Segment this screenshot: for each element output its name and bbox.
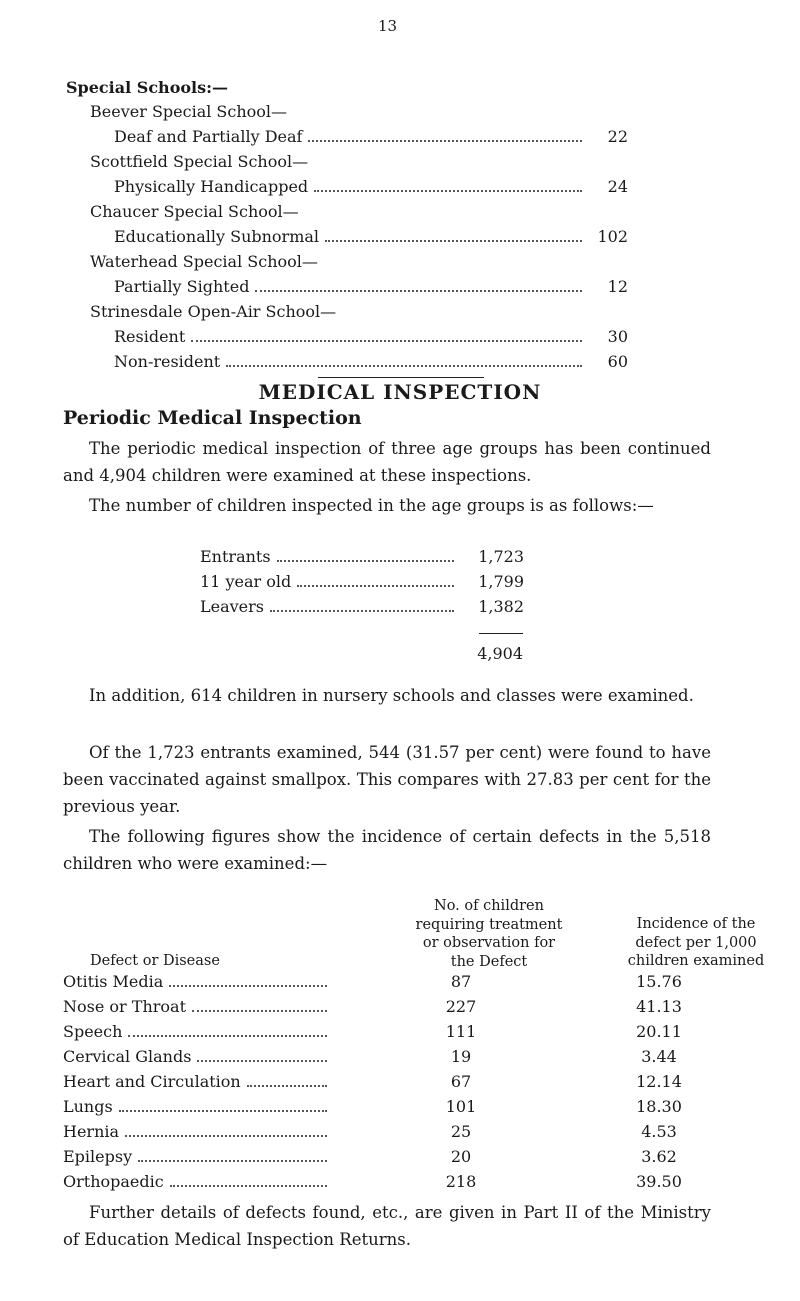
dot-leader xyxy=(255,290,582,292)
entry-value: 60 xyxy=(607,352,628,371)
school-name: Chaucer Special School— xyxy=(90,202,299,221)
defect-count: 25 xyxy=(450,1122,472,1141)
school-name: Beever Special School— xyxy=(90,102,288,121)
dot-leader xyxy=(138,1160,327,1162)
school-entry xyxy=(114,327,628,346)
school-entry xyxy=(114,277,628,296)
paragraph-defects-intro: The following figures show the incidence of certain defects in the 5,518 children who were examined:— xyxy=(63,827,711,873)
count-column-header xyxy=(384,897,594,971)
dot-leader xyxy=(169,985,327,987)
table-row xyxy=(63,1172,763,1196)
header-line: defect per 1,000 xyxy=(635,934,757,951)
age-group-value: 1,723 xyxy=(478,547,524,566)
dot-leader xyxy=(119,1110,327,1112)
table-row xyxy=(63,1072,763,1096)
sub-heading: Periodic Medical Inspection xyxy=(63,407,362,429)
defect-column-header: Defect or Disease xyxy=(90,953,220,969)
disease-name: Cervical Glands xyxy=(63,1047,192,1066)
defect-count: 218 xyxy=(445,1172,477,1191)
age-group-value: 1,799 xyxy=(478,572,524,591)
disease-name: Otitis Media xyxy=(63,972,164,991)
defect-rate: 15.76 xyxy=(636,972,682,991)
defect-count: 20 xyxy=(450,1147,472,1166)
table-row xyxy=(63,1122,763,1146)
defect-count: 67 xyxy=(450,1072,472,1091)
defect-count: 101 xyxy=(445,1097,477,1116)
paragraph-further-details: Further details of defects found, etc., are given in Part II of the Ministry of Education Medical Inspection Returns. xyxy=(63,1203,711,1249)
school-entry xyxy=(114,352,628,371)
disease-name: Epilepsy xyxy=(63,1147,133,1166)
entry-value: 30 xyxy=(607,327,628,346)
defect-rate: 4.53 xyxy=(641,1122,677,1141)
school-entry xyxy=(114,127,628,146)
defect-rate: 39.50 xyxy=(636,1172,682,1191)
entry-label: Partially Sighted xyxy=(114,277,250,296)
dot-leader xyxy=(314,190,582,192)
defect-rate: 3.62 xyxy=(641,1147,677,1166)
dot-leader xyxy=(325,240,582,242)
header-line: No. of children xyxy=(434,898,544,914)
table-row xyxy=(63,972,763,996)
defect-rate: 41.13 xyxy=(636,997,682,1016)
entry-value: 24 xyxy=(607,177,628,196)
age-group-value: 1,382 xyxy=(478,597,524,616)
school-entry xyxy=(114,227,628,246)
table-row xyxy=(63,1097,763,1121)
main-heading: MEDICAL INSPECTION xyxy=(258,380,542,404)
page-number: 13 xyxy=(378,17,398,35)
entry-label: Physically Handicapped xyxy=(114,177,309,196)
table-row xyxy=(63,1022,763,1046)
defect-count: 87 xyxy=(450,972,472,991)
entry-label: Resident xyxy=(114,327,186,346)
header-line: children examined xyxy=(627,953,765,969)
dot-leader xyxy=(191,340,582,342)
disease-name: Heart and Circulation xyxy=(63,1072,241,1091)
paragraph-vaccination: Of the 1,723 entrants examined, 544 (31.57 per cent) were found to have been vaccinated against smallpox. This compares with 27.83 per cent for the previous year. xyxy=(63,743,711,816)
dot-leader xyxy=(270,610,454,612)
age-group-label: Leavers xyxy=(200,597,264,616)
defect-rate: 12.14 xyxy=(636,1072,682,1091)
age-group-label: Entrants xyxy=(200,547,271,566)
paragraph-intro: The periodic medical inspection of three age groups has been continued and 4,904 children were examined at these inspections. xyxy=(63,439,711,485)
disease-name: Speech xyxy=(63,1022,123,1041)
dot-leader xyxy=(125,1135,327,1137)
defect-rate: 3.44 xyxy=(641,1047,677,1066)
entry-value: 102 xyxy=(597,227,628,246)
header-line: requiring treatment xyxy=(415,916,563,933)
entry-value: 22 xyxy=(607,127,628,146)
paragraph-age-groups: The number of children inspected in the age groups is as follows:— xyxy=(89,496,654,515)
defect-rate: 18.30 xyxy=(636,1097,682,1116)
disease-name: Lungs xyxy=(63,1097,113,1116)
header-line: Incidence of the xyxy=(636,916,756,932)
defect-rate: 20.11 xyxy=(636,1022,682,1041)
dot-leader xyxy=(226,365,582,367)
entry-label: Educationally Subnormal xyxy=(114,227,320,246)
dot-leader xyxy=(128,1035,327,1037)
dot-leader xyxy=(197,1060,327,1062)
school-entry xyxy=(114,177,628,196)
rate-column-header xyxy=(596,915,796,971)
age-group-row xyxy=(200,572,524,591)
dot-leader xyxy=(170,1185,327,1187)
header-line: or observation for xyxy=(422,935,556,951)
age-group-row xyxy=(200,547,524,566)
table-row xyxy=(63,1047,763,1071)
defect-count: 111 xyxy=(445,1022,477,1041)
disease-name: Nose or Throat xyxy=(63,997,186,1016)
entry-label: Deaf and Partially Deaf xyxy=(114,127,303,146)
dot-leader xyxy=(277,560,454,562)
paragraph-nursery: In addition, 614 children in nursery schools and classes were examined. xyxy=(89,686,694,705)
table-row xyxy=(63,1147,763,1171)
header-line: the Defect xyxy=(450,953,528,970)
disease-name: Orthopaedic xyxy=(63,1172,164,1191)
defect-count: 227 xyxy=(445,997,477,1016)
table-row xyxy=(63,997,763,1021)
dot-leader xyxy=(297,585,454,587)
age-group-row xyxy=(200,597,524,616)
special-schools-heading: Special Schools:— xyxy=(66,78,229,97)
school-name: Waterhead Special School— xyxy=(90,252,318,271)
disease-name: Hernia xyxy=(63,1122,120,1141)
age-group-label: 11 year old xyxy=(200,572,292,591)
school-name: Strinesdale Open-Air School— xyxy=(90,302,337,321)
dot-leader xyxy=(192,1010,327,1012)
age-group-total: 4,904 xyxy=(477,644,523,663)
total-rule xyxy=(479,633,523,634)
school-name: Scottfield Special School— xyxy=(90,152,309,171)
dot-leader xyxy=(308,140,582,142)
dot-leader xyxy=(247,1085,327,1087)
section-divider xyxy=(318,377,484,378)
entry-label: Non-resident xyxy=(114,352,221,371)
entry-value: 12 xyxy=(607,277,628,296)
defect-count: 19 xyxy=(450,1047,472,1066)
